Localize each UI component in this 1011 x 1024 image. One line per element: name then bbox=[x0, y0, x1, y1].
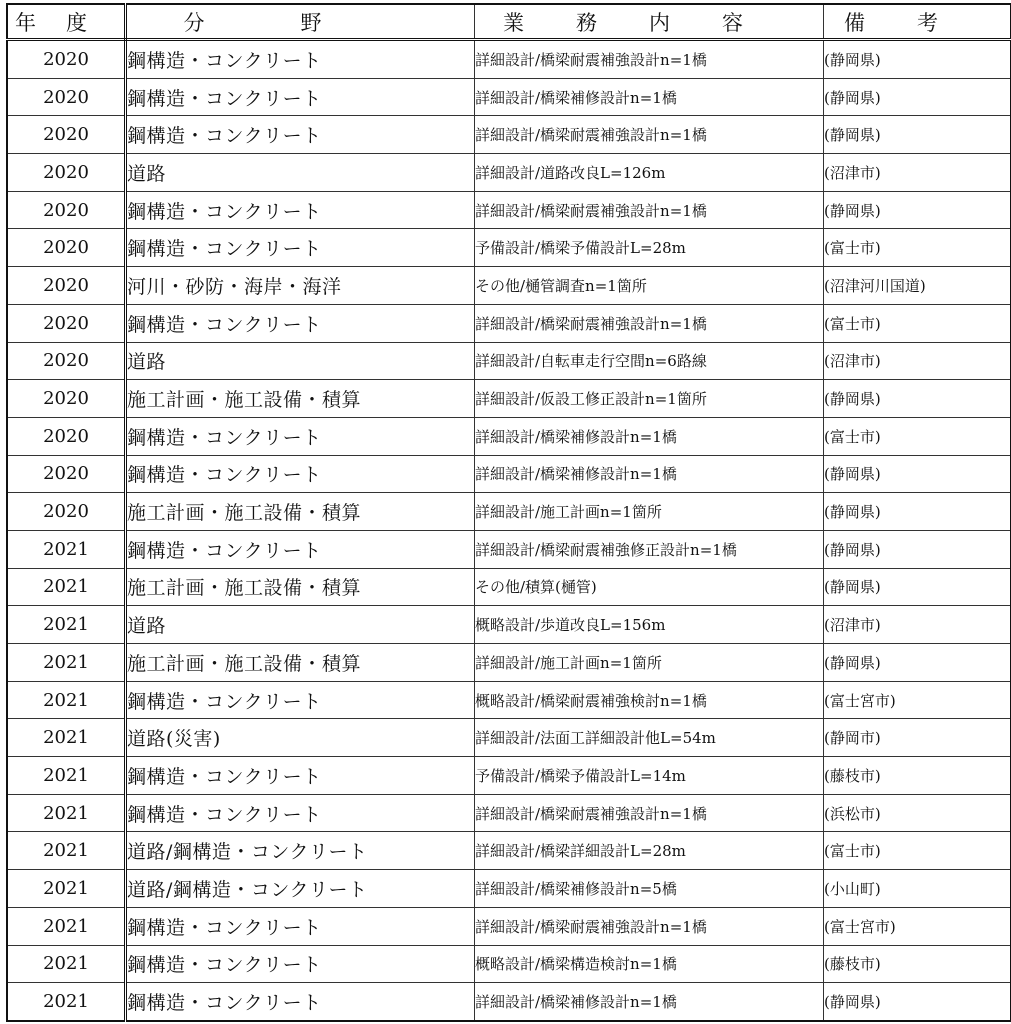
note-cell: (静岡県) bbox=[824, 983, 1011, 1021]
work-content-cell: 詳細設計/橋梁補修設計n=1橋 bbox=[475, 78, 824, 116]
table-row bbox=[7, 644, 1011, 682]
field-cell: 鋼構造・コンクリート bbox=[126, 681, 475, 719]
field-cell: 鋼構造・コンクリート bbox=[126, 530, 475, 568]
table-row bbox=[7, 154, 1011, 192]
work-content-cell: 詳細設計/橋梁補修設計n=1橋 bbox=[475, 983, 824, 1021]
note-cell: (静岡県) bbox=[824, 455, 1011, 493]
field-cell: 施工計画・施工設備・積算 bbox=[126, 644, 475, 682]
work-content-cell: 詳細設計/橋梁耐震補強設計n=1橋 bbox=[475, 907, 824, 945]
work-content-cell: 概略設計/橋梁耐震補強検討n=1橋 bbox=[475, 681, 824, 719]
year-cell: 2020 bbox=[7, 40, 126, 79]
work-content-cell: 概略設計/橋梁構造検討n=1橋 bbox=[475, 945, 824, 983]
field-cell: 鋼構造・コンクリート bbox=[126, 907, 475, 945]
table-row bbox=[7, 794, 1011, 832]
year-cell: 2020 bbox=[7, 116, 126, 154]
year-cell: 2020 bbox=[7, 455, 126, 493]
table-row bbox=[7, 945, 1011, 983]
year-cell: 2021 bbox=[7, 983, 126, 1021]
note-cell: (藤枝市) bbox=[824, 945, 1011, 983]
header-row bbox=[7, 4, 1011, 40]
note-cell: (静岡県) bbox=[824, 78, 1011, 116]
work-content-cell: 詳細設計/橋梁耐震補強設計n=1橋 bbox=[475, 794, 824, 832]
header-work: 業務内容 bbox=[475, 4, 824, 40]
note-cell: (富士宮市) bbox=[824, 907, 1011, 945]
field-cell: 鋼構造・コンクリート bbox=[126, 945, 475, 983]
note-cell: (富士宮市) bbox=[824, 681, 1011, 719]
table-row bbox=[7, 870, 1011, 908]
table-row bbox=[7, 455, 1011, 493]
header-field: 分野 bbox=[126, 4, 475, 40]
year-cell: 2020 bbox=[7, 154, 126, 192]
table-row bbox=[7, 342, 1011, 380]
year-cell: 2020 bbox=[7, 342, 126, 380]
note-cell: (浜松市) bbox=[824, 794, 1011, 832]
year-cell: 2021 bbox=[7, 945, 126, 983]
table-row bbox=[7, 40, 1011, 79]
table-row bbox=[7, 229, 1011, 267]
field-cell: 鋼構造・コンクリート bbox=[126, 40, 475, 79]
work-content-cell: 詳細設計/仮設工修正設計n=1箇所 bbox=[475, 380, 824, 418]
year-cell: 2021 bbox=[7, 530, 126, 568]
note-cell: (富士市) bbox=[824, 229, 1011, 267]
field-cell: 鋼構造・コンクリート bbox=[126, 794, 475, 832]
field-cell: 道路 bbox=[126, 606, 475, 644]
note-cell: (静岡県) bbox=[824, 380, 1011, 418]
work-content-cell: 詳細設計/橋梁耐震補強設計n=1橋 bbox=[475, 116, 824, 154]
work-content-cell: 詳細設計/施工計画n=1箇所 bbox=[475, 493, 824, 531]
year-cell: 2020 bbox=[7, 267, 126, 305]
work-record-table bbox=[6, 3, 1011, 1022]
field-cell: 施工計画・施工設備・積算 bbox=[126, 568, 475, 606]
note-cell: (小山町) bbox=[824, 870, 1011, 908]
work-content-cell: 詳細設計/橋梁耐震補強設計n=1橋 bbox=[475, 304, 824, 342]
field-cell: 鋼構造・コンクリート bbox=[126, 116, 475, 154]
table-row bbox=[7, 116, 1011, 154]
note-cell: (静岡県) bbox=[824, 568, 1011, 606]
table-row bbox=[7, 493, 1011, 531]
year-cell: 2020 bbox=[7, 78, 126, 116]
note-cell: (沼津市) bbox=[824, 606, 1011, 644]
work-content-cell: 詳細設計/橋梁補修設計n=1橋 bbox=[475, 417, 824, 455]
field-cell: 鋼構造・コンクリート bbox=[126, 304, 475, 342]
year-cell: 2021 bbox=[7, 907, 126, 945]
note-cell: (静岡県) bbox=[824, 530, 1011, 568]
field-cell: 鋼構造・コンクリート bbox=[126, 417, 475, 455]
table-row bbox=[7, 267, 1011, 305]
table-row bbox=[7, 719, 1011, 757]
work-content-cell: 詳細設計/自転車走行空間n=6路線 bbox=[475, 342, 824, 380]
work-content-cell: 予備設計/橋梁予備設計L=14m bbox=[475, 757, 824, 795]
work-content-cell: 概略設計/歩道改良L=156m bbox=[475, 606, 824, 644]
work-content-cell: 予備設計/橋梁予備設計L=28m bbox=[475, 229, 824, 267]
table-row bbox=[7, 832, 1011, 870]
field-cell: 施工計画・施工設備・積算 bbox=[126, 493, 475, 531]
field-cell: 施工計画・施工設備・積算 bbox=[126, 380, 475, 418]
year-cell: 2020 bbox=[7, 304, 126, 342]
year-cell: 2021 bbox=[7, 794, 126, 832]
year-cell: 2021 bbox=[7, 719, 126, 757]
work-content-cell: 詳細設計/橋梁耐震補強修正設計n=1橋 bbox=[475, 530, 824, 568]
table-row bbox=[7, 757, 1011, 795]
field-cell: 道路 bbox=[126, 154, 475, 192]
work-content-cell: 詳細設計/橋梁耐震補強設計n=1橋 bbox=[475, 40, 824, 79]
work-content-cell: 詳細設計/橋梁詳細設計L=28m bbox=[475, 832, 824, 870]
year-cell: 2021 bbox=[7, 681, 126, 719]
field-cell: 鋼構造・コンクリート bbox=[126, 191, 475, 229]
table-row bbox=[7, 191, 1011, 229]
table-row bbox=[7, 568, 1011, 606]
note-cell: (静岡市) bbox=[824, 719, 1011, 757]
table-row bbox=[7, 380, 1011, 418]
note-cell: (富士市) bbox=[824, 832, 1011, 870]
field-cell: 鋼構造・コンクリート bbox=[126, 983, 475, 1021]
note-cell: (静岡県) bbox=[824, 644, 1011, 682]
table-row bbox=[7, 606, 1011, 644]
table-row bbox=[7, 907, 1011, 945]
table-body bbox=[7, 40, 1011, 1021]
table-row bbox=[7, 530, 1011, 568]
note-cell: (沼津市) bbox=[824, 342, 1011, 380]
work-content-cell: 詳細設計/法面工詳細設計他L=54m bbox=[475, 719, 824, 757]
field-cell: 鋼構造・コンクリート bbox=[126, 78, 475, 116]
table-row bbox=[7, 304, 1011, 342]
year-cell: 2021 bbox=[7, 870, 126, 908]
year-cell: 2020 bbox=[7, 191, 126, 229]
table-header bbox=[7, 4, 1011, 40]
year-cell: 2021 bbox=[7, 606, 126, 644]
year-cell: 2020 bbox=[7, 493, 126, 531]
year-cell: 2020 bbox=[7, 229, 126, 267]
field-cell: 道路/鋼構造・コンクリート bbox=[126, 870, 475, 908]
header-year: 年度 bbox=[7, 4, 126, 40]
work-content-cell: 詳細設計/橋梁耐震補強設計n=1橋 bbox=[475, 191, 824, 229]
field-cell: 鋼構造・コンクリート bbox=[126, 229, 475, 267]
work-content-cell: 詳細設計/道路改良L=126m bbox=[475, 154, 824, 192]
year-cell: 2021 bbox=[7, 757, 126, 795]
note-cell: (沼津河川国道) bbox=[824, 267, 1011, 305]
table-row bbox=[7, 681, 1011, 719]
note-cell: (静岡県) bbox=[824, 493, 1011, 531]
field-cell: 河川・砂防・海岸・海洋 bbox=[126, 267, 475, 305]
work-content-cell: その他/樋管調査n=1箇所 bbox=[475, 267, 824, 305]
work-content-cell: 詳細設計/橋梁補修設計n=5橋 bbox=[475, 870, 824, 908]
header-note: 備考 bbox=[824, 4, 1011, 40]
year-cell: 2020 bbox=[7, 380, 126, 418]
work-content-cell: 詳細設計/施工計画n=1箇所 bbox=[475, 644, 824, 682]
year-cell: 2021 bbox=[7, 832, 126, 870]
field-cell: 道路(災害) bbox=[126, 719, 475, 757]
note-cell: (静岡県) bbox=[824, 40, 1011, 79]
field-cell: 鋼構造・コンクリート bbox=[126, 455, 475, 493]
work-content-cell: 詳細設計/橋梁補修設計n=1橋 bbox=[475, 455, 824, 493]
field-cell: 道路 bbox=[126, 342, 475, 380]
year-cell: 2020 bbox=[7, 417, 126, 455]
table-row bbox=[7, 78, 1011, 116]
year-cell: 2021 bbox=[7, 568, 126, 606]
note-cell: (静岡県) bbox=[824, 191, 1011, 229]
note-cell: (富士市) bbox=[824, 304, 1011, 342]
table-row bbox=[7, 983, 1011, 1021]
note-cell: (富士市) bbox=[824, 417, 1011, 455]
field-cell: 鋼構造・コンクリート bbox=[126, 757, 475, 795]
note-cell: (藤枝市) bbox=[824, 757, 1011, 795]
work-content-cell: その他/積算(樋管) bbox=[475, 568, 824, 606]
table-row bbox=[7, 417, 1011, 455]
field-cell: 道路/鋼構造・コンクリート bbox=[126, 832, 475, 870]
note-cell: (静岡県) bbox=[824, 116, 1011, 154]
year-cell: 2021 bbox=[7, 644, 126, 682]
note-cell: (沼津市) bbox=[824, 154, 1011, 192]
